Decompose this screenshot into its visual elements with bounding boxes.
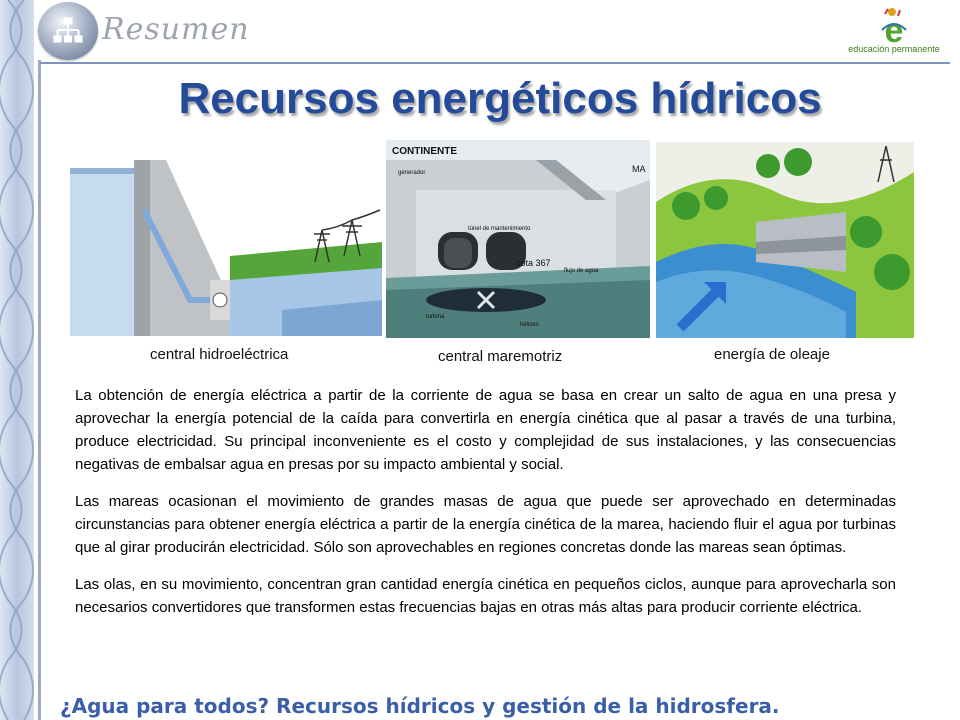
- brand-text: educación permanente: [848, 44, 940, 54]
- wave-energy-illustration: [656, 142, 914, 338]
- label-continente: CONTINENTE: [392, 146, 457, 157]
- tidal-plant-illustration: [386, 140, 650, 338]
- label-flujo: flujo de agua: [564, 268, 599, 274]
- sitemap-icon: [38, 2, 98, 60]
- figure-caption-wave: energía de oleaje: [714, 346, 830, 363]
- paragraph-tidal: Las mareas ocasionan el movimiento de grandes masas de agua que puede ser aprovechado en determinadas circunstancias para obtener energía eléctrica a partir de la energía cinética de la marea, haciendo fluir el agua por turbinas que al girar producirán electricidad. Sólo son aprovechables en regiones concretas donde las mareas sean óptimas.: [75, 493, 896, 556]
- label-tunel: túnel de mantenimiento: [468, 226, 531, 232]
- body-text: [75, 384, 896, 633]
- paragraph-hydroelectric: La obtención de energía eléctrica a partir de la corriente de agua se basa en crear un salto de agua en una presa y aprovechar la energía potencial de la caída para convertirla en energía cinética que al pasar a través de una turbina, produce electricidad. Su principal inconveniente es el costo y complejidad de sus instalaciones, y las consecuencias negativas de embalsar agua en presas por su impacto ambiental y social.: [75, 387, 896, 473]
- svg-text:e: e: [884, 12, 904, 48]
- header-divider-line: [40, 62, 950, 64]
- label-cota: cota 367: [516, 258, 551, 268]
- paragraph-wave: Las olas, en su movimiento, concentran gran cantidad energía cinética en pequeños ciclos, aunque para aprovecharla son necesarios convertidores que transformen estas frecuencias bajas en otras más altas para producir corriente eléctrica.: [75, 576, 896, 616]
- label-turbina: turbina: [426, 314, 445, 320]
- figure-caption-hydroelectric: central hidroeléctrica: [150, 346, 289, 363]
- label-generador: generador: [398, 170, 426, 176]
- hydroelectric-illustration: [70, 150, 382, 340]
- section-label: Resumen: [102, 12, 250, 47]
- left-divider-line: [38, 60, 41, 720]
- label-ma: MA: [632, 164, 646, 174]
- footer-title: ¿Agua para todos? Recursos hídricos y gestión de la hidrosfera.: [60, 694, 780, 718]
- figure-caption-tidal: central maremotriz: [438, 348, 563, 365]
- page-title: Recursos energéticos hídricos: [178, 74, 822, 123]
- label-helices: hélices: [520, 322, 539, 328]
